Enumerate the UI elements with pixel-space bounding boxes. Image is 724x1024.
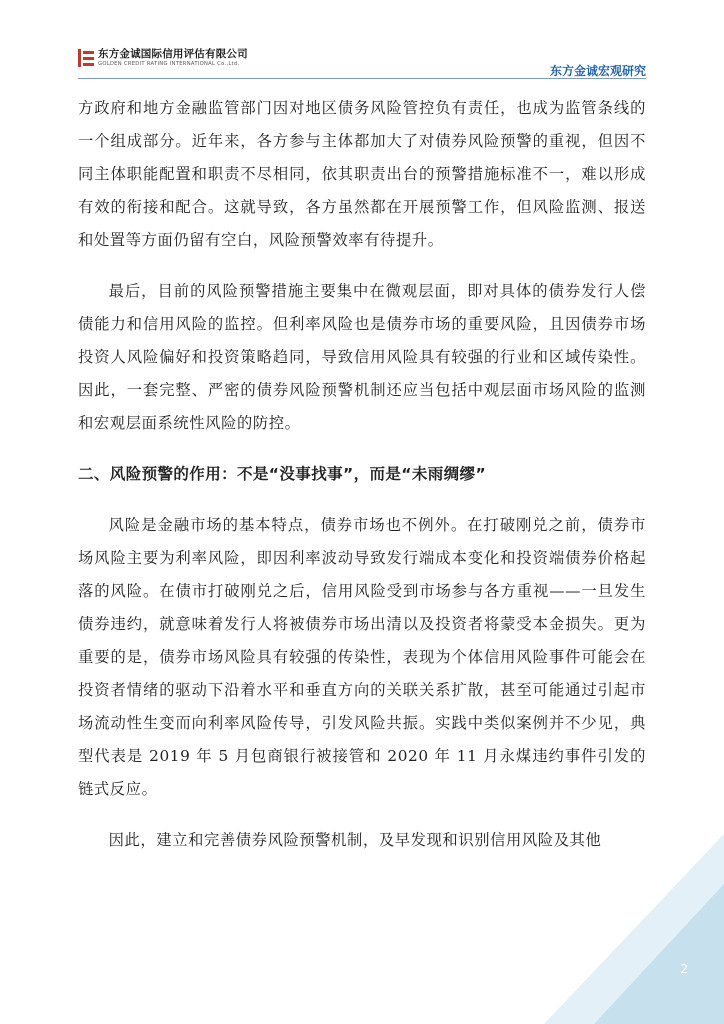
- company-logo: [78, 49, 248, 67]
- logo-english-name: GOLDEN CREDIT RATING INTERNATIONAL Co.,Ltd.: [98, 60, 240, 67]
- logo-mark-icon: [78, 49, 94, 67]
- document-body: [78, 92, 646, 857]
- paragraph-3: 风险是金融市场的基本特点，债券市场也不例外。在打破刚兑之前，债券市场风险主要为利率风险，即因利率波动导致发行端成本变化和投资端债券价格起落的风险。在债市打破刚兑之后，信用风险受到市场参与各方重视——一旦发生债券违约，就意味着发行人将被债券市场出清以及投资者将蒙受本金损失。更为重要的是，债券市场风险具有较强的传染性，表现为个体信用风险事件可能会在投资者情绪的驱动下沿着水平和垂直方向的关联关系扩散，甚至可能通过引起市场流动性生变而向利率风险传导，引发风险共振。实践中类似案例并不少见，典型代表是 2019 年 5 月包商银行被接管和 2020 年 11 月永煤违约事件引发的链式反应。: [78, 516, 646, 798]
- paragraph-4: 因此，建立和完善债券风险预警机制，及早发现和识别信用风险及其他: [108, 831, 602, 849]
- header-divider: [78, 78, 646, 79]
- section-heading: 二、风险预警的作用：不是“没事找事”，而是“未雨绸缪”: [78, 465, 487, 483]
- logo-chinese-name: 东方金诚国际信用评估有限公司: [98, 48, 248, 61]
- page-header: [0, 0, 724, 80]
- paragraph-2: 最后，目前的风险预警措施主要集中在微观层面，即对具体的债券发行人偿债能力和信用风险的监控。但利率风险也是债券市场的重要风险，且因债券市场投资人风险偏好和投资策略趋同，导致信用风险具有较强的行业和区域传染性。因此，一套完整、严密的债券风险预警机制还应当包括中观层面市场风险的监测和宏观层面系统性风险的防控。: [78, 282, 646, 432]
- section-title: 东方金诚宏观研究: [549, 64, 646, 78]
- paragraph-1: 方政府和地方金融监管部门因对地区债务风险管控负有责任，也成为监管条线的一个组成部分。近年来，各方参与主体都加大了对债券风险预警的重视，但因不同主体职能配置和职责不尽相同，依其职责出台的预警措施标准不一，难以形成有效的衔接和配合。这就导致，各方虽然都在开展预警工作，但风险监测、报送和处置等方面仍留有空白，风险预警效率有待提升。: [78, 99, 646, 249]
- corner-decoration: [504, 824, 724, 1024]
- page-number: 2: [680, 962, 688, 976]
